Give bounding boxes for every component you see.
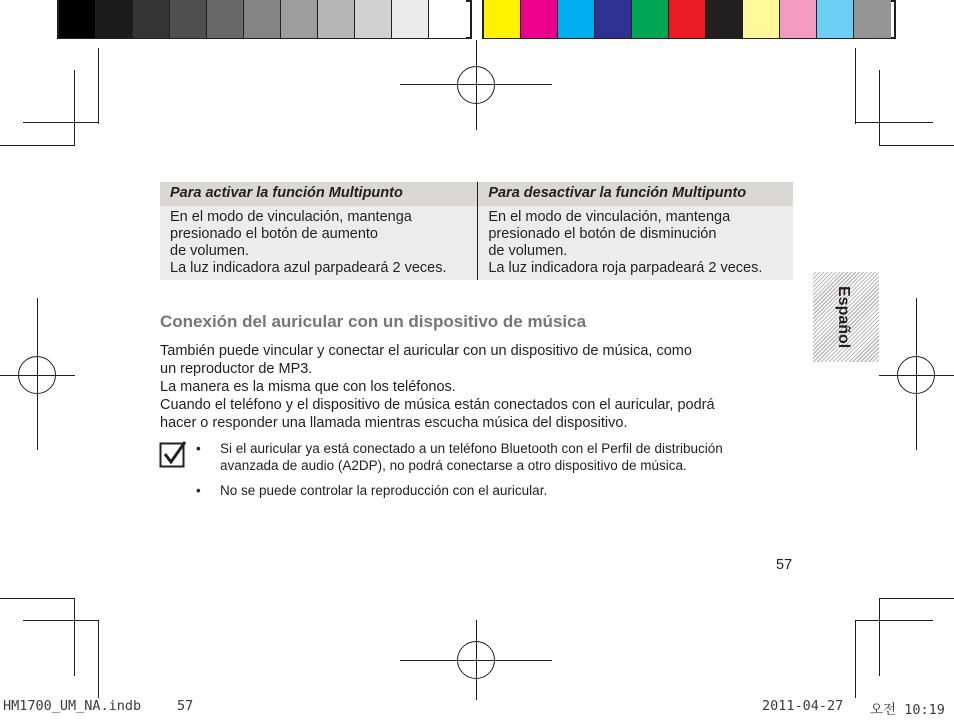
slug-time: 오전 10:19 [870,702,945,718]
color-bar [484,0,891,38]
registration-mark-bottom [476,620,477,700]
gray-swatch [59,0,96,38]
color-swatch [854,0,891,38]
gray-swatch [133,0,170,38]
color-swatch [780,0,817,38]
gray-swatch [318,0,355,38]
crop-mark [74,598,75,676]
color-swatch [558,0,595,38]
color-swatch [632,0,669,38]
crop-mark [855,48,856,124]
crop-mark [879,598,954,599]
paragraph-line: Cuando el teléfono y el dispositivo de música están conectados con el auricular, podrá [160,397,715,413]
crop-mark [23,122,98,123]
color-swatch [706,0,743,38]
paragraph-line: También puede vincular y conectar el auricular con un dispositivo de música, como [160,343,692,359]
bullet-dot: • [196,441,201,456]
crop-mark [855,620,933,621]
gray-swatch [96,0,133,38]
crop-mark [0,598,75,599]
text-line: La luz indicadora azul parpadeará 2 veces. [170,260,447,276]
crop-mark [855,122,933,123]
crop-mark [879,145,954,146]
gray-swatch [281,0,318,38]
registration-mark-right [916,298,917,450]
color-swatch [521,0,558,38]
note-check-icon [159,440,187,468]
page-number: 57 [776,557,793,573]
registration-mark-left [37,298,38,450]
crop-mark [0,145,75,146]
gray-swatch [429,0,466,38]
text-line: presionado el botón de aumento [170,226,378,242]
slug-page: 57 [177,698,194,714]
activate-instructions [160,206,478,280]
bullet-dot: • [196,483,201,498]
crop-mark [98,620,99,698]
text-line: presionado el botón de disminución [488,226,717,242]
color-swatch [817,0,854,38]
note-line: avanzada de audio (A2DP), no podrá conectarse a otro dispositivo de música. [220,458,687,473]
color-swatch [484,0,521,38]
crop-mark [98,48,99,124]
note-line: No se puede controlar la reproducción con el auricular. [220,483,548,498]
paragraph-line: hacer o responder una llamada mientras escucha música del dispositivo. [160,415,628,431]
crop-mark [879,70,880,146]
text-line: En el modo de vinculación, mantenga [488,209,731,225]
gray-swatch [207,0,244,38]
section-title: Conexión del auricular con un dispositivo de música [160,312,587,331]
crop-mark [23,620,98,621]
color-swatch [595,0,632,38]
multipoint-table [160,182,793,280]
text-line: de volumen. [488,243,568,259]
deactivate-header: Para desactivar la función Multipunto [478,182,793,206]
crop-mark [74,70,75,146]
gray-swatch [392,0,429,38]
registration-mark-top [476,40,477,130]
grayscale-bar [59,0,466,38]
crop-mark [879,598,880,676]
color-swatch [743,0,780,38]
text-line: La luz indicadora roja parpadeará 2 veces. [488,260,763,276]
gray-swatch [244,0,281,38]
activate-header: Para activar la función Multipunto [160,182,478,206]
note-line: Si el auricular ya está conectado a un teléfono Bluetooth con el Perfil de distribución [220,441,723,456]
text-line: En el modo de vinculación, mantenga [170,209,412,225]
slug-filename: HM1700_UM_NA.indb [3,698,142,714]
slug-date: 2011-04-27 [762,698,844,714]
crop-mark [855,620,856,698]
gray-swatch [355,0,392,38]
language-tab-label: Español [835,285,852,349]
text-line: de volumen. [170,243,249,259]
color-swatch [669,0,706,38]
deactivate-instructions [478,206,793,280]
gray-swatch [170,0,207,38]
paragraph-line: La manera es la misma que con los teléfonos. [160,379,456,395]
paragraph-line: un reproductor de MP3. [160,361,313,377]
